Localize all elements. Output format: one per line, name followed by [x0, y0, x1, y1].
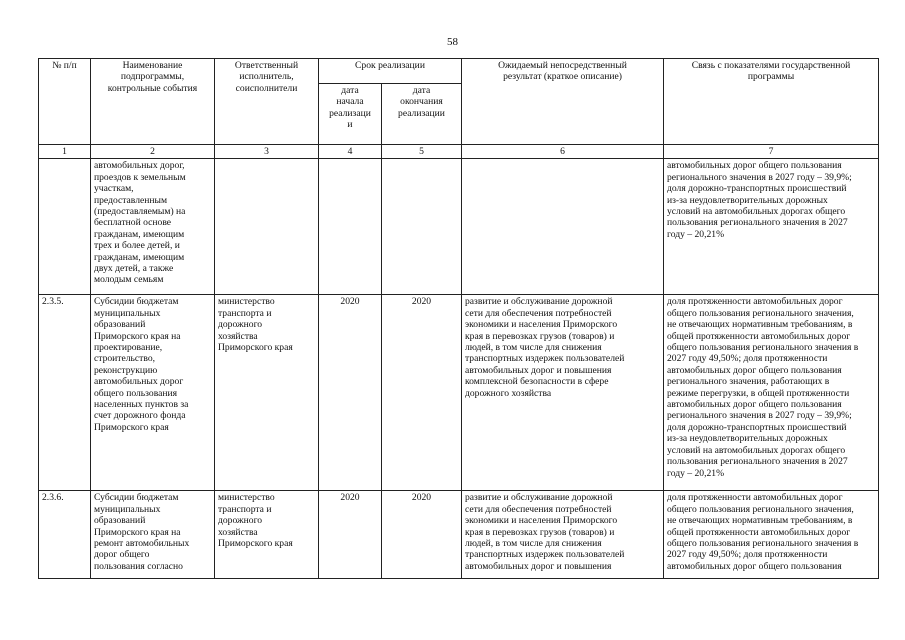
header-row	[39, 59, 879, 84]
row-start: 2020	[319, 295, 382, 491]
column-number: 2	[91, 145, 215, 159]
column-number: 6	[462, 145, 664, 159]
row-executor	[215, 159, 319, 295]
column-number: 1	[39, 145, 91, 159]
row-start	[319, 159, 382, 295]
row-executor: министерство транспорта и дорожного хозяйства Приморского края	[215, 295, 319, 491]
row-num: 2.3.5.	[39, 295, 91, 491]
header-name: Наименование подпрограммы, контрольные события	[91, 59, 215, 145]
column-number: 4	[319, 145, 382, 159]
row-end: 2020	[382, 295, 462, 491]
table-row	[39, 491, 879, 579]
page-number: 58	[447, 36, 458, 48]
column-number-row	[39, 145, 879, 159]
header-executor: Ответственный исполнитель, соисполнители	[215, 59, 319, 145]
table-row	[39, 159, 879, 295]
row-executor: министерство транспорта и дорожного хозяйства Приморского края	[215, 491, 319, 579]
header-period: Срок реализации	[319, 59, 462, 84]
column-number: 7	[664, 145, 879, 159]
row-link: доля протяженности автомобильных дорог общего пользования регионального значения, не отвечающих нормативным требованиям, в общей протяженности автомобильных дорог общего пользования регионального значения в 2027 году 49,50%; доля протяженности автомобильных дорог общего пользования регионального значения, работающих в режиме перегрузки, в общей протяженности автомобильных дорог общего пользования регионального значения в 2027 году – 39,9%; доля дорожно-транспортных происшествий из-за неудовлетворительных дорожных условий на автомобильных дорогах общего пользования регионального значения в 2027 году – 20,21%	[664, 295, 879, 491]
row-name: Субсидии бюджетам муниципальных образований Приморского края на ремонт автомобильных дорог общего пользования согласно	[91, 491, 215, 579]
header-num: № п/п	[39, 59, 91, 145]
row-result: развитие и обслуживание дорожной сети для обеспечения потребностей экономики и населения Приморского края в перевозках грузов (товаров) и людей, в том числе для снижения транспортных издержек пользователей автомобильных дорог и повышения	[462, 491, 664, 579]
header-result: Ожидаемый непосредственный результат (краткое описание)	[462, 59, 664, 145]
header-end: дата окончания реализации	[382, 84, 462, 145]
row-end: 2020	[382, 491, 462, 579]
row-result: развитие и обслуживание дорожной сети для обеспечения потребностей экономики и населения Приморского края в перевозках грузов (товаров) и людей, в том числе для снижения транспортных издержек пользователей автомобильных дорог и повышения комплексной безопасности в сфере дорожного хозяйства	[462, 295, 664, 491]
header-start: дата начала реализаци и	[319, 84, 382, 145]
column-number: 5	[382, 145, 462, 159]
row-link: автомобильных дорог общего пользования регионального значения в 2027 году – 39,9%; доля дорожно-транспортных происшествий из-за неудовлетворительных дорожных условий на автомобильных дорогах общего пользования регионального значения в 2027 году – 20,21%	[664, 159, 879, 295]
table-row	[39, 295, 879, 491]
row-end	[382, 159, 462, 295]
row-name: Субсидии бюджетам муниципальных образований Приморского края на проектирование, строительство, реконструкцию автомобильных дорог общего пользования населенных пунктов за счет дорожного фонда Приморского края	[91, 295, 215, 491]
row-num: 2.3.6.	[39, 491, 91, 579]
row-start: 2020	[319, 491, 382, 579]
row-link: доля протяженности автомобильных дорог общего пользования регионального значения, не отвечающих нормативным требованиям, в общей протяженности автомобильных дорог общего пользования регионального значения в 2027 году 49,50%; доля протяженности автомобильных дорог общего пользования	[664, 491, 879, 579]
row-result	[462, 159, 664, 295]
row-num	[39, 159, 91, 295]
header-link: Связь с показателями государственной программы	[664, 59, 879, 145]
row-name: автомобильных дорог, проездов к земельным участкам, предоставленным (предоставляемым) на бесплатной основе гражданам, имеющим трех и более детей, и гражданам, имеющим двух детей, а также молодым семьям	[91, 159, 215, 295]
program-table	[38, 58, 879, 579]
column-number: 3	[215, 145, 319, 159]
